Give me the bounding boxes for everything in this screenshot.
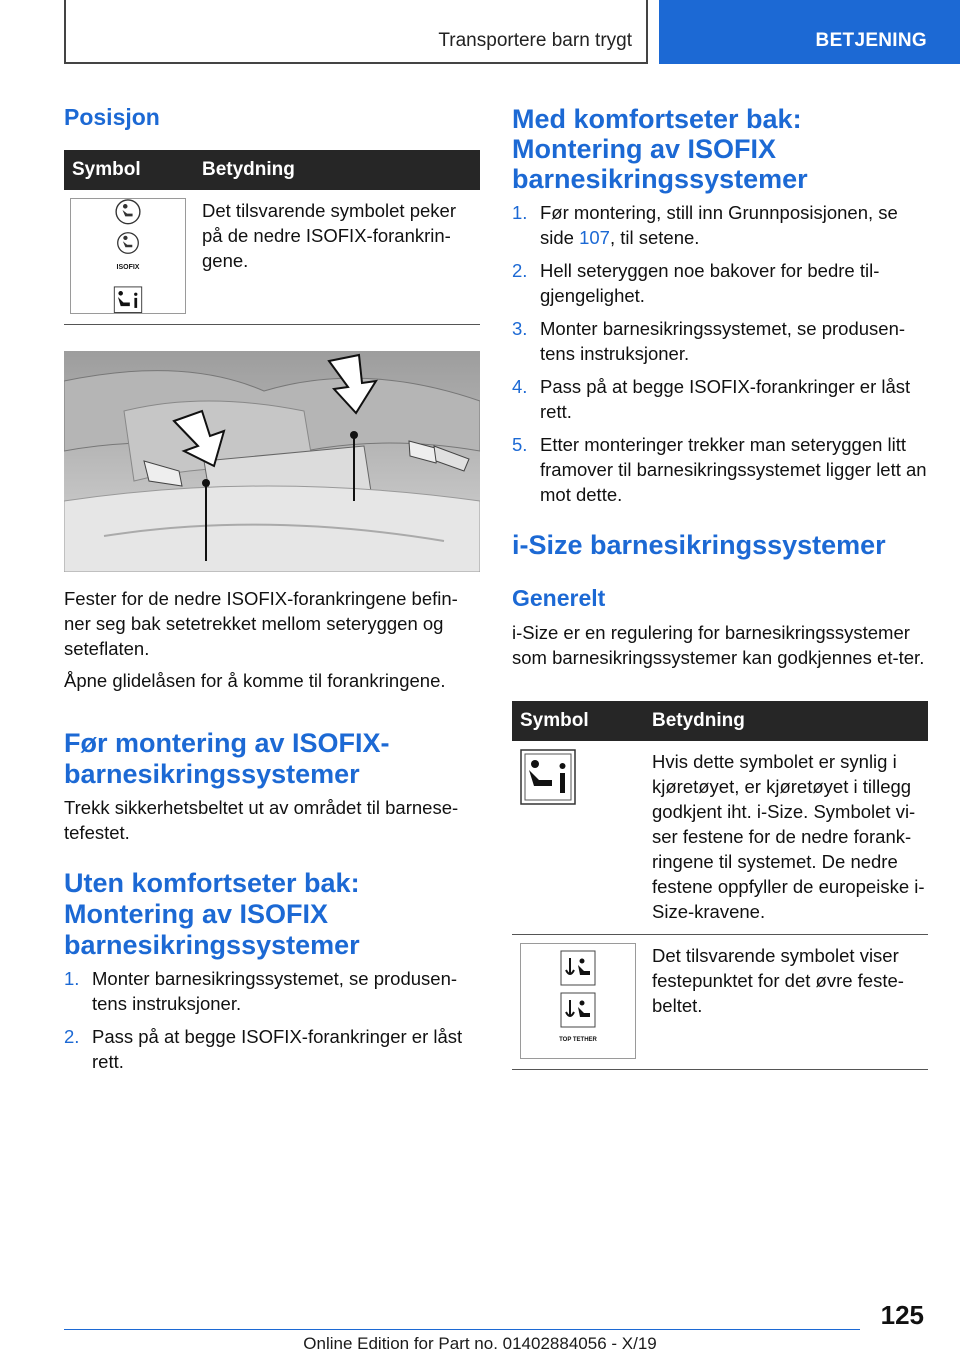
heading-isize: i-Size barnesikringssystemer bbox=[512, 530, 886, 560]
table-header-symbol: Symbol bbox=[512, 701, 644, 741]
table-row bbox=[512, 741, 928, 935]
header-section-tab bbox=[659, 0, 960, 64]
step-text: Etter monteringer trekker man seteryggen litt framover til barnesikringssystemet ligger lett an mot dette. bbox=[540, 434, 927, 505]
top-tether-symbols-icon bbox=[520, 943, 636, 1059]
list-item bbox=[512, 316, 928, 366]
symbol-table-isofix bbox=[64, 150, 480, 325]
heading-generelt: Generelt bbox=[512, 585, 606, 611]
step-text: Monter barnesikringssystemet, se produsen-tens instruksjoner. bbox=[540, 318, 906, 364]
step-text: Pass på at begge ISOFIX-forankringer er låst rett. bbox=[540, 376, 911, 422]
step-number: 3. bbox=[512, 318, 528, 339]
heading-with-comfort-seats: Med komfortseter bak: Montering av ISOFIX barnesikringssystemer bbox=[512, 104, 808, 194]
step-number: 2. bbox=[512, 260, 528, 281]
anchor-child-seat-icon bbox=[560, 992, 596, 1028]
heading-without-comfort-seats: Uten komfortseter bak: Montering av ISOFIX barnesikringssystemer bbox=[64, 868, 360, 960]
list-item bbox=[512, 432, 928, 507]
paragraph-generelt: i-Size er en regulering for barnesikringssystemer som barnesikringssystemer kan godkjennes et-ter. bbox=[512, 622, 925, 668]
list-item bbox=[512, 258, 928, 308]
step-number: 4. bbox=[512, 376, 528, 397]
header-title: Transportere barn trygt bbox=[438, 30, 632, 51]
step-text: , til setene. bbox=[609, 227, 700, 248]
rear-seat-photo bbox=[64, 351, 480, 572]
table-header-betydning: Betydning bbox=[194, 150, 480, 190]
photo-caption: Fester for de nedre ISOFIX-forankringene befin-ner seg bak setetrekket mellom seteryggen og seteflaten. bbox=[64, 588, 458, 659]
seat-anchor-illustration bbox=[64, 351, 480, 572]
table-header-betydning: Betydning bbox=[644, 701, 928, 741]
isofix-symbols-icon bbox=[70, 198, 186, 314]
steps-with-comfort-seats bbox=[512, 200, 928, 515]
symbol-table-isize bbox=[512, 701, 928, 1070]
step-number: 1. bbox=[64, 968, 80, 989]
paragraph-open-zipper: Åpne glidelåsen for å komme til forankringene. bbox=[64, 670, 446, 691]
isize-symbol-icon bbox=[112, 286, 144, 313]
footer-divider bbox=[64, 1329, 860, 1330]
step-text: Før montering, still inn Grunnposisjonen, se side bbox=[540, 202, 898, 248]
child-seat-icon bbox=[113, 199, 143, 225]
paragraph-before-mounting: Trekk sikkerhetsbeltet ut av området til barnese-tefestet. bbox=[64, 797, 459, 843]
edition-note: Online Edition for Part no. 01402884056 - X/19 bbox=[303, 1334, 657, 1353]
table-row bbox=[512, 935, 928, 1070]
heading-before-mounting: Før montering av ISOFIX-barnesikringssystemer bbox=[64, 728, 390, 789]
table-row bbox=[64, 190, 480, 325]
table-header-symbol: Symbol bbox=[64, 150, 194, 190]
page-link-107[interactable]: 107 bbox=[579, 227, 610, 248]
heading-posisjon: Posisjon bbox=[64, 104, 160, 130]
header-section-label: BETJENING bbox=[815, 30, 927, 51]
steps-without-comfort-seats bbox=[64, 966, 480, 1082]
step-text: Pass på at begge ISOFIX-forankringer er låst rett. bbox=[92, 1026, 463, 1072]
step-number: 1. bbox=[512, 202, 528, 223]
list-item bbox=[64, 1024, 480, 1074]
isize-symbol-icon bbox=[520, 749, 576, 805]
table-cell-meaning: Hvis dette symbolet er synlig i kjøretøyet, er kjøretøyet i tillegg godkjent iht. i-Size. Symbolet vi-ser festene for de nedre forank-ringene til systemet. De nedre festene oppfyller de europeiske i-Size-kravene. bbox=[644, 741, 928, 935]
header-title-box bbox=[64, 0, 648, 64]
step-text: Monter barnesikringssystemet, se produsen-tens instruksjoner. bbox=[92, 968, 458, 1014]
step-text: Hell seteryggen noe bakover for bedre til-gjengelighet. bbox=[540, 260, 880, 306]
list-item bbox=[512, 200, 928, 250]
anchor-child-seat-icon bbox=[560, 950, 596, 986]
step-number: 2. bbox=[64, 1026, 80, 1047]
isofix-label: ISOFIX bbox=[116, 263, 140, 271]
list-item bbox=[512, 374, 928, 424]
table-cell-meaning: Det tilsvarende symbolet viser festepunktet for det øvre feste-beltet. bbox=[644, 935, 928, 1070]
child-seat-icon bbox=[114, 231, 142, 255]
table-cell-meaning: Det tilsvarende symbolet peker på de nedre ISOFIX-forankrin-gene. bbox=[194, 190, 480, 325]
top-tether-label: TOP TETHER bbox=[559, 1036, 597, 1043]
page-number: 125 bbox=[880, 1300, 924, 1330]
list-item bbox=[64, 966, 480, 1016]
step-number: 5. bbox=[512, 434, 528, 455]
